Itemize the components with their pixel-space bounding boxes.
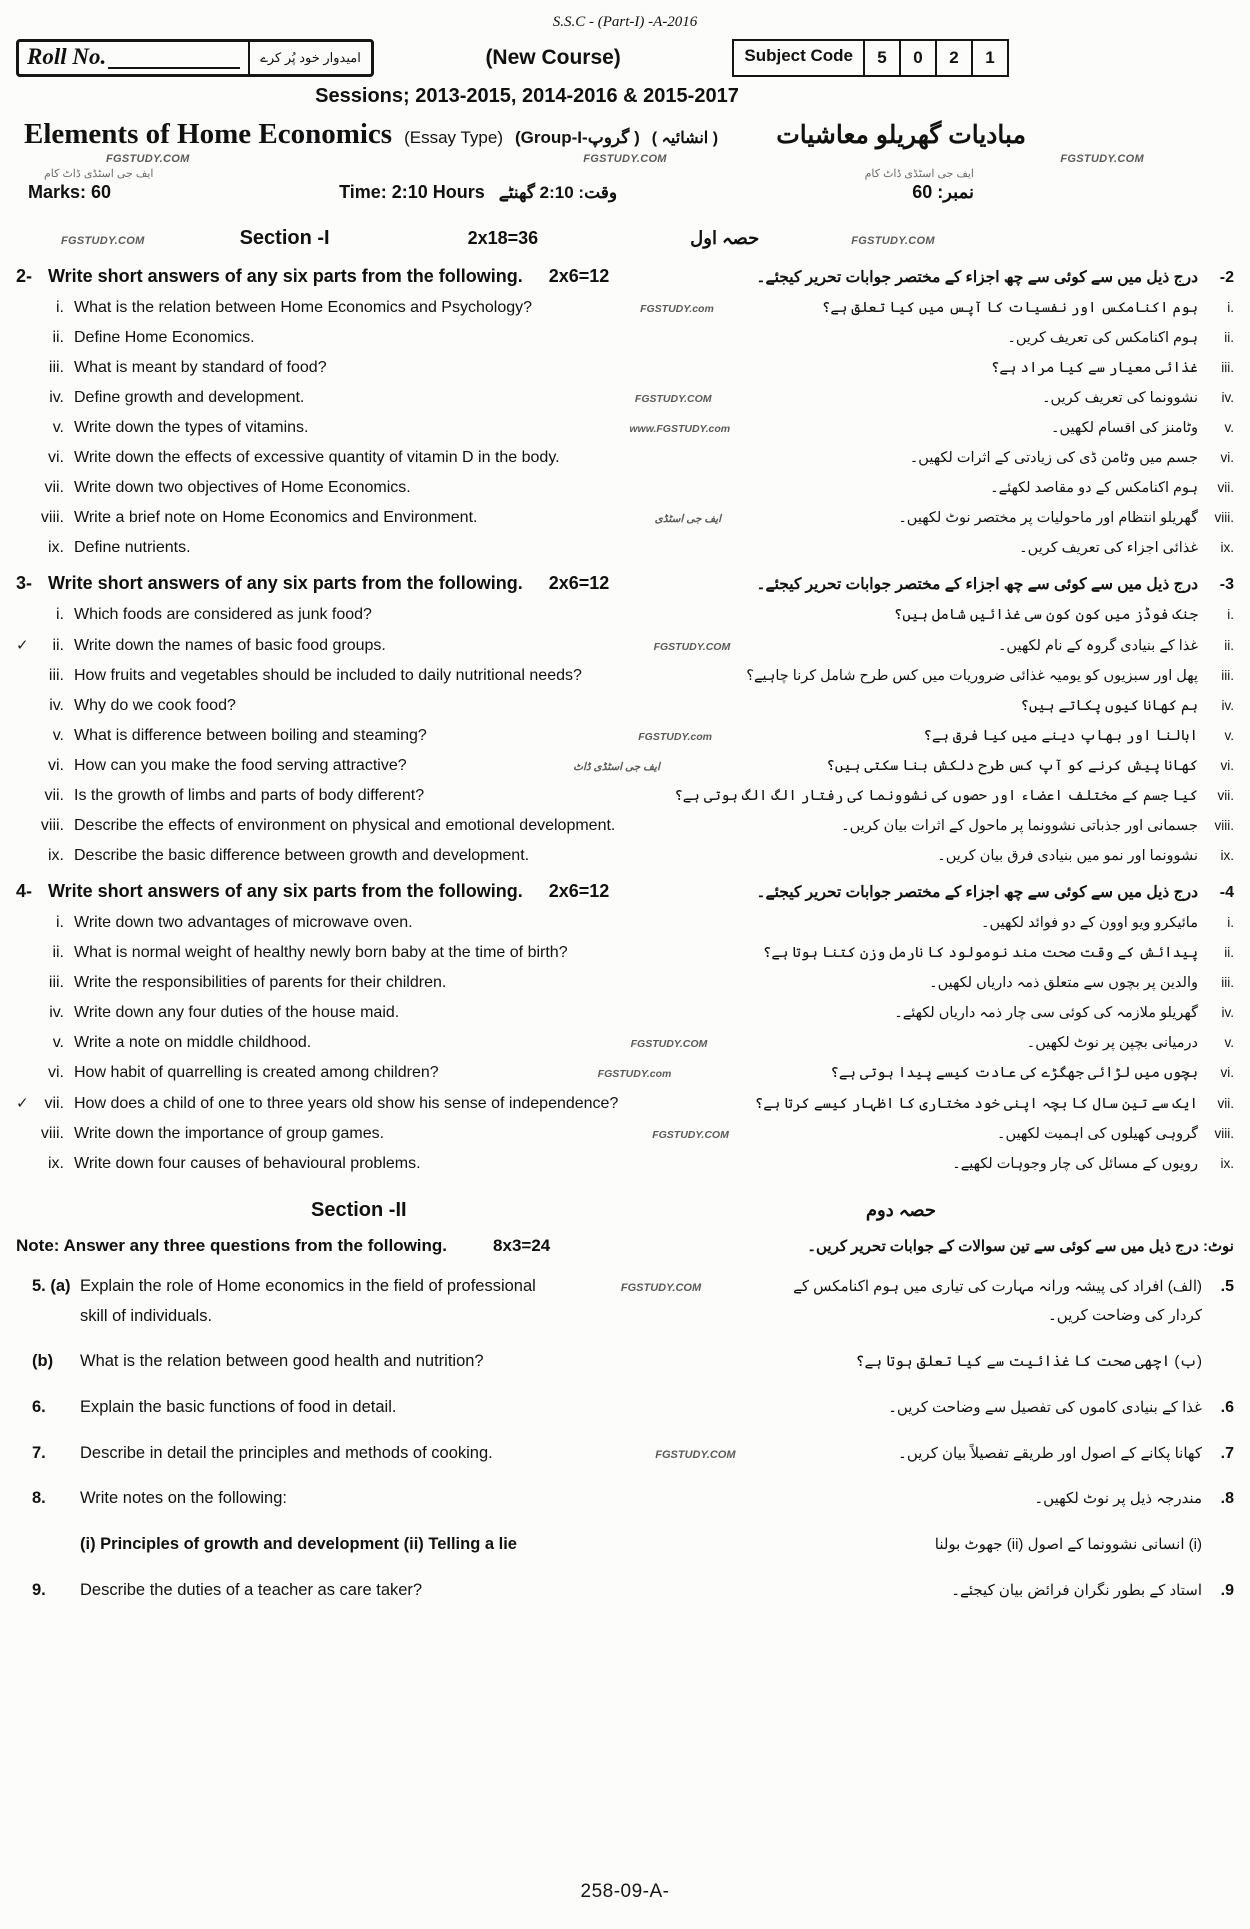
question-number-ur: 9. <box>1220 1581 1234 1599</box>
part-text-en: What is meant by standard of food? <box>74 359 327 376</box>
question-number-ur: 6. <box>1220 1399 1234 1417</box>
part-number-ur: ii. <box>1224 638 1234 653</box>
part-text-ur: رویوں کے مسائل کی چار وجوہات لکھیے۔ <box>952 1156 1198 1172</box>
part-number-ur: viii. <box>1214 510 1234 525</box>
section1-heading-row <box>16 227 1234 250</box>
part-number-en: iv. <box>49 697 64 714</box>
question-row <box>16 1530 1234 1560</box>
part-text-en: What is difference between boiling and steaming? <box>74 727 427 744</box>
part-text-ur: غذا کے بنیادی گروہ کے نام لکھیں۔ <box>997 638 1198 654</box>
part-text-en: Write down four causes of behavioural problems. <box>74 1155 421 1172</box>
part-number-ur: i. <box>1227 915 1234 930</box>
section2-title: Section -II <box>311 1199 407 1221</box>
part-number-en: i. <box>56 606 64 623</box>
essay-type-label: (Essay Type) <box>404 128 503 147</box>
part-number-en: iii. <box>48 974 64 991</box>
marks-label: Marks: 60 <box>28 182 112 202</box>
new-course-label: (New Course) <box>485 46 621 69</box>
part-text-ur: غذائی اجزاء کی تعریف کریں۔ <box>1019 540 1198 556</box>
question-block <box>16 573 1234 865</box>
question-number-en: 3- <box>16 573 33 593</box>
question-part-row <box>16 697 1234 715</box>
part-number-ur: iii. <box>1221 975 1234 990</box>
paper-code: 258-09-A- <box>580 1881 670 1902</box>
part-text-ur: کیا جسم کے مختلف اعضاء اور حصوں کی نشوونما کی رفتار الگ الگ ہوتی ہے؟ <box>674 788 1198 804</box>
part-number-ur: i. <box>1227 607 1234 622</box>
question-number-en: 8. <box>32 1489 46 1508</box>
part-text-en: Write down two objectives of Home Economics. <box>74 479 411 496</box>
watermark-text: FGSTUDY.COM <box>1060 153 1144 165</box>
subject-code-digit: 2 <box>937 39 973 77</box>
part-number-en: ix. <box>48 539 64 556</box>
part-number-en: viii. <box>40 817 64 834</box>
part-number-en: ii. <box>52 329 64 346</box>
part-number-en: v. <box>52 419 64 436</box>
question-block <box>16 881 1234 1173</box>
question-part-row <box>16 539 1234 557</box>
watermark-text: FGSTUDY.COM <box>851 235 935 247</box>
part-text-ur: گروہی کھیلوں کی اہمیت لکھیں۔ <box>996 1126 1198 1142</box>
watermark-text: ایف جی اسٹڈی ڈاٹ <box>573 761 660 773</box>
question-number-en: 4- <box>16 881 33 901</box>
part-text-ur: جسم میں وٹامن ڈی کی زیادتی کے اثرات لکھیں۔ <box>909 450 1198 466</box>
question-header <box>16 881 1234 902</box>
question-row <box>16 1439 1234 1469</box>
part-text-en: Define nutrients. <box>74 539 191 556</box>
roll-number-box <box>16 39 374 77</box>
section2-heading-row <box>16 1199 1234 1222</box>
question-header <box>16 266 1234 287</box>
part-number-ur: vii. <box>1217 788 1234 803</box>
part-text-ur: نشوونما کی تعریف کریں۔ <box>1042 390 1198 406</box>
part-number-en: vii. <box>44 787 64 804</box>
essay-type-label-ur: ( انشائیہ ) <box>651 130 719 147</box>
question-number-ur: -4 <box>1219 884 1234 901</box>
question-text-en: Write notes on the following: <box>80 1489 287 1508</box>
part-number-en: iv. <box>49 1004 64 1021</box>
question-text-en: Explain the role of Home economics in the field of professional skill of individuals. <box>80 1277 536 1325</box>
question-part-row <box>16 359 1234 377</box>
roll-number-label: Roll No. <box>27 44 107 69</box>
part-number-ur: vi. <box>1220 758 1234 773</box>
part-text-en: Which foods are considered as junk food? <box>74 606 372 623</box>
part-text-ur: ہوم اکنامکس کی تعریف کریں۔ <box>1007 330 1198 346</box>
part-text-ur: ابالنا اور بھاپ دینے میں کیا فرق ہے؟ <box>923 728 1198 744</box>
question-part-row <box>16 1125 1234 1143</box>
marks-label-ur: نمبر: 60 <box>912 182 974 202</box>
question-part-row <box>16 817 1234 835</box>
question-header <box>16 573 1234 594</box>
part-number-ur: iv. <box>1221 698 1234 713</box>
part-number-ur: viii. <box>1214 1126 1234 1141</box>
part-text-en: Write down the effects of excessive quantity of vitamin D in the body. <box>74 449 560 466</box>
part-text-en: How does a child of one to three years old show his sense of independence? <box>74 1095 619 1112</box>
part-number-en: ii. <box>52 944 64 961</box>
question-number-ur: 5. <box>1220 1278 1234 1295</box>
part-text-en: Define growth and development. <box>74 389 305 406</box>
group-label: (Group-I-گروپ ) <box>514 128 640 147</box>
question-text-ur: استاد کے بطور نگران فرائض بیان کیجئے۔ <box>951 1581 1202 1599</box>
question-number-en: 5. (a) <box>32 1277 71 1295</box>
part-number-ur: i. <box>1227 300 1234 315</box>
part-number-en: iii. <box>48 359 64 376</box>
part-text-ur: کھانا پیش کرنے کو آپ کس طرح دلکش بنا سکتی ہیں؟ <box>826 758 1198 774</box>
part-number-ur: ii. <box>1224 945 1234 960</box>
question-part-row <box>16 389 1234 407</box>
question-number-ur: -2 <box>1219 269 1234 286</box>
part-text-ur: مائیکرو ویو اوون کے دو فوائد لکھیں۔ <box>981 915 1198 931</box>
subject-code-digit: 0 <box>901 39 937 77</box>
section1-title-ur: حصہ اول <box>690 228 760 248</box>
part-text-en: Write down the names of basic food groups. <box>74 637 386 654</box>
title-row <box>16 118 1234 151</box>
part-number-en: vii. <box>44 479 64 496</box>
parts <box>16 299 1234 557</box>
question-row <box>16 1272 1234 1331</box>
part-number-ur: v. <box>1224 1035 1234 1050</box>
watermark-text-ur: ایف جی اسٹڈی ڈاٹ کام <box>44 168 154 180</box>
part-number-ur: ix. <box>1220 848 1234 863</box>
time-label: Time: 2:10 Hours <box>339 182 485 202</box>
question-part-row <box>16 1064 1234 1082</box>
watermark-row-urdu <box>16 167 1234 180</box>
exam-reference: S.S.C - (Part-I) -A-2016 <box>552 14 698 30</box>
section1-total-marks: 2x18=36 <box>467 228 539 248</box>
question-part-row <box>16 509 1234 527</box>
question-number-ur: 7. <box>1220 1444 1234 1462</box>
question-number-en: 6. <box>32 1398 46 1417</box>
watermark-text: FGSTUDY.com <box>638 731 712 743</box>
question-part-row <box>16 787 1234 805</box>
part-text-ur: ہم کھانا کیوں پکاتے ہیں؟ <box>1020 698 1198 714</box>
question-text-en: Write short answers of any six parts from the following. <box>48 881 523 901</box>
question-text-ur: درج ذیل میں سے کوئی سے چھ اجزاء کے مختصر جوابات تحریر کیجئے۔ <box>756 576 1198 593</box>
part-number-ur: iii. <box>1221 360 1234 375</box>
part-number-en: vi. <box>48 1064 64 1081</box>
question-text-ur: غذا کے بنیادی کاموں کی تفصیل سے وضاحت کریں۔ <box>888 1399 1202 1417</box>
question-part-row <box>16 847 1234 865</box>
part-text-en: Is the growth of limbs and parts of body different? <box>74 787 425 804</box>
question-row <box>16 1576 1234 1606</box>
watermark-text-ur: ایف جی اسٹڈی ڈاٹ کام <box>864 168 974 180</box>
part-number-ur: vii. <box>1217 1096 1234 1111</box>
part-text-en: How habit of quarrelling is created among children? <box>74 1064 439 1081</box>
part-text-en: Describe the basic difference between growth and development. <box>74 847 530 864</box>
question-number-en: 2- <box>16 266 33 286</box>
part-number-en: v. <box>52 1034 64 1051</box>
part-text-en: Why do we cook food? <box>74 697 236 714</box>
watermark-text: FGSTUDY.com <box>597 1068 672 1080</box>
part-number-en: iv. <box>49 389 64 406</box>
roll-number-line <box>108 47 240 69</box>
section2-note-row <box>16 1236 1234 1256</box>
question-part-row <box>16 1004 1234 1022</box>
watermark-text: www.FGSTUDY.com <box>629 423 731 435</box>
question-part-row <box>16 1094 1234 1113</box>
part-text-en: Write the responsibilities of parents for their children. <box>74 974 447 991</box>
question-text-en: What is the relation between good health and nutrition? <box>80 1352 484 1371</box>
part-number-ur: v. <box>1224 728 1234 743</box>
part-text-ur: جسمانی اور جذباتی نشوونما پر ماحول کے اثرات بیان کریں۔ <box>841 818 1198 834</box>
part-text-ur: غذائی معیار سے کیا مراد ہے؟ <box>990 360 1198 376</box>
section2-title-ur: حصہ دوم <box>865 1200 936 1220</box>
part-number-ur: vi. <box>1220 450 1234 465</box>
part-number-ur: vii. <box>1217 480 1234 495</box>
question-part-row <box>16 419 1234 437</box>
question-block <box>16 266 1234 557</box>
header-row <box>16 39 1234 77</box>
part-number-en: vi. <box>48 449 64 466</box>
watermark-text: FGSTUDY.com <box>640 303 714 315</box>
roll-number-note-ur: امیدوار خود پُر کرے <box>260 50 361 65</box>
watermark-text: FGSTUDY.COM <box>630 1038 708 1050</box>
part-number-ur: iii. <box>1221 668 1234 683</box>
watermark-text: FGSTUDY.COM <box>583 153 667 165</box>
question-number-en: (b) <box>32 1352 54 1371</box>
part-number-ur: iv. <box>1221 390 1234 405</box>
part-number-en: i. <box>56 914 64 931</box>
question-part-row <box>16 1155 1234 1173</box>
question-part-row <box>16 479 1234 497</box>
watermark-text: FGSTUDY.COM <box>634 393 712 405</box>
part-number-ur: ii. <box>1224 330 1234 345</box>
subject-code-digit: 1 <box>973 39 1009 77</box>
question-text-en: Write short answers of any six parts from the following. <box>48 573 523 593</box>
question-number-en: 9. <box>32 1580 46 1599</box>
question-part-row <box>16 636 1234 655</box>
part-text-ur: جنک فوڈز میں کون کون سی غذائیں شامل ہیں؟ <box>893 607 1198 623</box>
question-text-ur: (i) انسانی نشوونما کے اصول (ii) جھوٹ بولنا <box>934 1536 1202 1554</box>
question-part-row <box>16 299 1234 317</box>
part-number-en: ii. <box>52 637 64 654</box>
watermark-text: FGSTUDY.COM <box>655 1448 736 1461</box>
watermark-text: FGSTUDY.COM <box>61 235 145 247</box>
part-number-en: viii. <box>40 509 64 526</box>
question-text-ur: مندرجہ ذیل پر نوٹ لکھیں۔ <box>1034 1490 1202 1508</box>
part-number-en: i. <box>56 299 64 316</box>
watermark-text: FGSTUDY.COM <box>106 153 190 165</box>
subject-code-digit: 5 <box>865 39 901 77</box>
subject-code-label: Subject Code <box>732 39 865 77</box>
question-text-en: Describe the duties of a teacher as care taker? <box>80 1580 423 1599</box>
part-text-ur: پیدائش کے وقت صحت مند نومولود کا نارمل وزن کتنا ہوتا ہے؟ <box>762 945 1198 961</box>
question-number-ur: -3 <box>1219 576 1234 593</box>
part-number-en: ix. <box>48 1155 64 1172</box>
time-label-ur: وقت: 2:10 گھنٹے <box>498 183 618 202</box>
question-part-row <box>16 944 1234 962</box>
question-number-ur: 8. <box>1220 1490 1234 1508</box>
note-text-ur: نوٹ: درج ذیل میں سے کوئی سے تین سوالات کے جوابات تحریر کریں۔ <box>807 1238 1234 1255</box>
part-number-en: viii. <box>40 1125 64 1142</box>
part-text-ur: گھریلو انتظام اور ماحولیات پر مختصر نوٹ لکھیں۔ <box>898 510 1198 526</box>
note-text-en: Note: Answer any three questions from the following. <box>16 1236 448 1255</box>
part-text-en: Write down any four duties of the house maid. <box>74 1004 400 1021</box>
part-text-en: Describe the effects of environment on physical and emotional development. <box>74 817 616 834</box>
parts <box>16 914 1234 1173</box>
part-number-en: iii. <box>48 667 64 684</box>
part-text-en: Write a brief note on Home Economics and Environment. <box>74 509 478 526</box>
question-marks: 2x6=12 <box>548 881 610 901</box>
watermark-text: FGSTUDY.COM <box>620 1282 702 1294</box>
question-text-en: Explain the basic functions of food in detail. <box>80 1398 397 1417</box>
question-part-row <box>16 974 1234 992</box>
section1-title: Section -I <box>239 227 330 249</box>
watermark-text: FGSTUDY.COM <box>652 1129 729 1141</box>
question-text-en: Describe in detail the principles and methods of cooking. <box>80 1443 493 1462</box>
part-number-ur: viii. <box>1214 818 1234 833</box>
part-text-ur: ہوم اکنامکس اور نفسیات کا آپس میں کیا تعلق ہے؟ <box>821 300 1198 316</box>
question-text-ur: (ب) اچھی صحت کا غذائیت سے کیا تعلق ہوتا ہے؟ <box>855 1353 1202 1371</box>
part-number-ur: ix. <box>1220 540 1234 555</box>
part-number-en: ix. <box>48 847 64 864</box>
question-text-ur: (الف) افراد کی پیشہ ورانہ مہارت کی تیاری میں ہوم اکنامکس کے کردار کی وضاحت کریں۔ <box>793 1278 1202 1324</box>
part-text-en: Write down two advantages of microwave oven. <box>74 914 413 931</box>
paper-title-en: Elements of Home Economics <box>24 118 393 150</box>
part-text-ur: ایک سے تین سال کا بچہ اپنی خود مختاری کا اظہار کیسے کرتا ہے؟ <box>754 1096 1198 1112</box>
question-text-ur: کھانا پکانے کے اصول اور طریقے تفصیلاً بیان کریں۔ <box>898 1444 1202 1462</box>
part-number-ur: ix. <box>1220 1156 1234 1171</box>
part-text-ur: درمیانی بچپن پر نوٹ لکھیں۔ <box>1026 1035 1198 1051</box>
question-text-ur: درج ذیل میں سے کوئی سے چھ اجزاء کے مختصر جوابات تحریر کیجئے۔ <box>756 884 1198 901</box>
part-text-ur: ہوم اکنامکس کے دو مقاصد لکھئے۔ <box>990 480 1198 496</box>
part-text-en: Write down the importance of group games. <box>74 1125 385 1142</box>
question-number-en: 7. <box>32 1443 46 1462</box>
part-text-ur: پھل اور سبزیوں کو یومیہ غذائی ضروریات میں کس طرح شامل کرنا چاہیے؟ <box>746 668 1198 684</box>
sessions-line: Sessions; 2013-2015, 2014-2016 & 2015-2017 <box>315 85 739 107</box>
part-number-en: vi. <box>48 757 64 774</box>
question-part-row <box>16 606 1234 624</box>
part-text-en: Write down the types of vitamins. <box>74 419 309 436</box>
paper-title-ur: مبادیات گھریلو معاشیات <box>776 121 1026 149</box>
watermark-text: FGSTUDY.COM <box>653 641 731 653</box>
part-text-en: Write a note on middle childhood. <box>74 1034 312 1051</box>
parts <box>16 606 1234 865</box>
question-part-row <box>16 757 1234 775</box>
subject-code-box <box>732 39 1009 77</box>
question-row <box>16 1484 1234 1514</box>
question-part-row <box>16 1034 1234 1052</box>
part-text-en: Define Home Economics. <box>74 329 255 346</box>
question-part-row <box>16 329 1234 347</box>
question-marks: 2x6=12 <box>548 573 610 593</box>
part-number-en: v. <box>52 727 64 744</box>
question-part-row <box>16 667 1234 685</box>
part-text-ur: گھریلو ملازمہ کی کوئی سی چار ذمہ داریاں لکھئے۔ <box>894 1005 1198 1021</box>
question-part-row <box>16 727 1234 745</box>
section2-questions <box>16 1272 1234 1606</box>
tick-mark: ✓ <box>16 1095 29 1112</box>
marks-time-row <box>16 182 1234 203</box>
part-number-ur: iv. <box>1221 1005 1234 1020</box>
question-row <box>16 1393 1234 1423</box>
part-text-en: How can you make the food serving attractive? <box>74 757 407 774</box>
question-part-row <box>16 914 1234 932</box>
part-number-en: vii. <box>44 1095 64 1112</box>
part-text-ur: والدین پر بچوں سے متعلق ذمہ داریاں لکھیں۔ <box>929 975 1198 991</box>
part-text-en: What is normal weight of healthy newly born baby at the time of birth? <box>74 944 568 961</box>
part-text-en: How fruits and vegetables should be included to daily nutritional needs? <box>74 667 582 684</box>
tick-mark: ✓ <box>16 637 29 654</box>
part-text-ur: بچوں میں لڑائی جھگڑے کی عادت کیسے پیدا ہوتی ہے؟ <box>830 1065 1198 1081</box>
question-text-en: (i) Principles of growth and development (ii) Telling a lie <box>80 1535 517 1554</box>
part-text-ur: وٹامنز کی اقسام لکھیں۔ <box>1051 420 1198 436</box>
watermark-text: ایف جی اسٹڈی <box>654 513 722 525</box>
question-marks: 2x6=12 <box>548 266 610 286</box>
part-number-ur: v. <box>1224 420 1234 435</box>
part-text-ur: نشوونما اور نمو میں بنیادی فرق بیان کریں۔ <box>937 848 1198 864</box>
watermark-row <box>16 151 1234 165</box>
note-marks: 8x3=24 <box>493 1236 551 1255</box>
question-text-en: Write short answers of any six parts from the following. <box>48 266 523 286</box>
section1-questions <box>16 266 1234 1173</box>
question-text-ur: درج ذیل میں سے کوئی سے چھ اجزاء کے مختصر جوابات تحریر کیجئے۔ <box>756 269 1198 286</box>
part-number-ur: vi. <box>1220 1065 1234 1080</box>
part-text-en: What is the relation between Home Economics and Psychology? <box>74 299 533 316</box>
question-row <box>16 1347 1234 1377</box>
question-part-row <box>16 449 1234 467</box>
